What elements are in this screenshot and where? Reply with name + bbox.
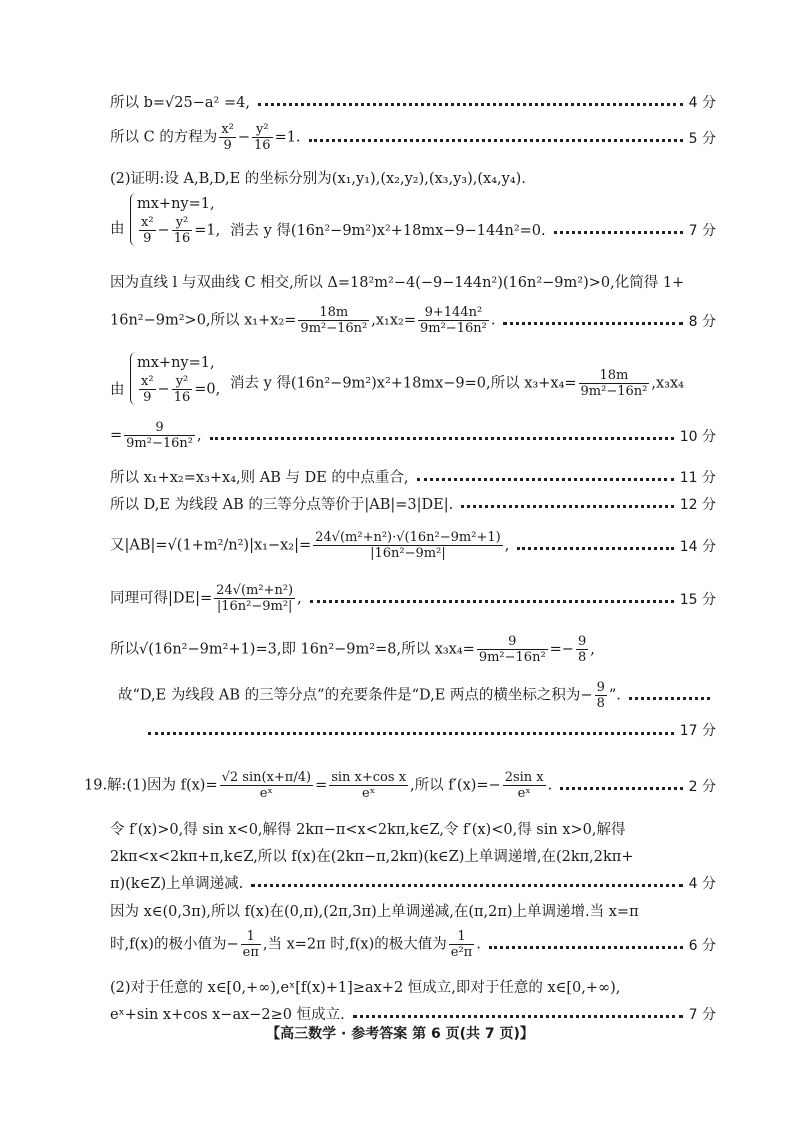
answer-line-17 (110, 818, 716, 839)
fraction-denominator: eˣ (259, 786, 273, 801)
dot-leader (517, 547, 673, 550)
answer-line-3 (110, 167, 716, 188)
fraction-numerator: x² (141, 374, 154, 389)
text-segment: − (237, 129, 251, 146)
text-segment: ,当 x=2π 时,f(x)的极大值为 (262, 936, 447, 953)
fraction (172, 215, 193, 246)
score-label: 5 分 (688, 130, 716, 147)
answer-line-22 (110, 976, 716, 997)
fraction (214, 583, 295, 614)
equation-system (130, 193, 220, 246)
score-label: 7 分 (688, 1006, 716, 1023)
answer-line-4 (230, 219, 716, 240)
fraction-numerator: x² (221, 122, 234, 137)
score-label: 14 分 (679, 538, 716, 555)
fraction (124, 420, 195, 451)
score-label: 15 分 (679, 591, 716, 608)
line-text: 所以 D,E 为线段 AB 的三等分点等价于|AB|=3|DE|. (110, 497, 454, 513)
fraction-denominator: |16n²−9m²| (370, 546, 446, 561)
line-text: 因为直线 l 与双曲线 C 相交,所以 Δ=18²m²−4(−9−144n²)(16n²−9m²)>0,化简得 1+ (110, 275, 685, 291)
dot-leader (629, 697, 710, 700)
line-text (110, 122, 301, 153)
line-text (118, 680, 621, 711)
answer-line-8 (110, 420, 716, 451)
text-segment: , (196, 427, 202, 444)
text-segment: 又|AB|= (110, 537, 168, 554)
text-segment: 由 (110, 221, 125, 237)
dot-leader (503, 322, 682, 325)
line-text: 令 f′(x)>0,得 sin x<0,解得 2kπ−π<x<2kπ,k∈Z,令 f′(x)<0,得 sin x>0,解得 (110, 822, 626, 838)
fraction-numerator: sin x+cos x (331, 770, 407, 785)
fraction-numerator: 18m (579, 368, 650, 384)
line-text: 消去 y 得(16n²−9m²)x²+18mx−9−144n²=0. (230, 223, 546, 239)
text-segment: ”. (608, 687, 621, 704)
text-segment: − (157, 381, 170, 398)
text-segment: = (110, 427, 123, 444)
fraction-denominator: 9 (143, 231, 152, 246)
fraction-denominator: 8 (577, 650, 587, 665)
dot-leader (417, 478, 674, 481)
system-row: mx+ny=1, (137, 355, 215, 371)
answer-line-15 (148, 720, 716, 740)
fraction-denominator: 9m²−16n² (126, 436, 193, 451)
score-label: 8 分 (688, 313, 716, 330)
fraction-denominator: eˣ (517, 786, 531, 801)
fraction (503, 770, 546, 801)
line-text (84, 770, 552, 801)
fraction (576, 634, 588, 665)
fraction-denominator: 8 (596, 696, 605, 711)
answer-line-2 (110, 122, 716, 153)
fraction-denominator: 9m²−16n² (300, 321, 368, 336)
text-segment: 消去 y 得(16n²−9m²)x²+18mx−9=0,所以 x₃+x₄= (230, 375, 577, 392)
line-text: 因为 x∈(0,3π),所以 f(x)在(0,π),(2π,3π)上单调递减,在(π,2π)上单调递增.当 x=π (110, 904, 639, 920)
text-segment: |x₁−x₂|= (249, 537, 312, 554)
fraction (329, 770, 408, 801)
line-text (110, 929, 481, 960)
dot-leader (251, 884, 682, 887)
score-label: 4 分 (688, 875, 716, 892)
fraction (313, 530, 503, 561)
answer-line-16 (84, 770, 716, 801)
text-segment: − (157, 222, 170, 239)
fraction (595, 680, 607, 711)
fraction (172, 374, 193, 405)
text-segment: ,所以 f′(x)=− (410, 777, 501, 794)
fraction-numerator: 18m (298, 305, 369, 321)
page-footer: 【高三数学 · 参考答案 第 6 页(共 7 页)】 (266, 1026, 534, 1042)
fraction-numerator: √2 sin(x+π/4) (221, 770, 312, 785)
fraction-numerator: 9 (596, 680, 605, 695)
fraction-numerator: y² (172, 215, 193, 231)
fraction-denominator: 16 (254, 138, 271, 153)
answer-line-19 (110, 872, 716, 893)
line-text (110, 420, 202, 451)
line-text (230, 368, 684, 399)
text-segment: 同理可得|DE|= (110, 590, 213, 607)
score-label: 10 分 (679, 428, 716, 445)
fraction-denominator: 16 (173, 231, 191, 246)
fraction-numerator: 2sin x (504, 770, 544, 785)
fraction-numerator: 9+144n² (418, 305, 489, 321)
fraction-denominator: 9m²−16n² (420, 321, 487, 336)
text-segment: , (590, 641, 595, 658)
dot-leader (210, 437, 674, 440)
line-text: eˣ+sin x+cos x−ax−2≥0 恒成立. (110, 1007, 345, 1023)
answer-line-1 (110, 91, 716, 112)
dot-leader (461, 505, 674, 508)
answer-line-5 (110, 271, 716, 292)
answer-line-23 (110, 1003, 716, 1024)
answer-line-9 (110, 466, 716, 487)
answer-line-14 (118, 680, 716, 711)
fraction-denominator: 9m²−16n² (580, 384, 648, 399)
dot-leader (258, 103, 683, 106)
fraction-numerator: x² (141, 215, 154, 230)
fraction (139, 374, 156, 405)
fraction-numerator: y² (172, 374, 193, 390)
fraction-denominator: e²π (450, 945, 473, 960)
dot-leader (560, 787, 682, 790)
fraction (298, 305, 369, 336)
fraction-numerator: 24√(m²+n²) (216, 583, 294, 598)
fraction-numerator: 9 (577, 634, 587, 649)
dot-leader (309, 139, 683, 142)
equation-system (130, 352, 220, 405)
fraction-numerator: 1 (241, 929, 261, 945)
fraction-numerator: 9 (477, 634, 548, 650)
system-row (137, 215, 220, 246)
fraction-numerator: y² (252, 122, 273, 138)
fraction-denominator: eπ (242, 945, 259, 960)
line-text: (2)对于任意的 x∈[0,+∞),eˣ[f(x)+1]≥ax+2 恒成立,即对于任意的 x∈[0,+∞), (110, 980, 621, 996)
line-text: (2)证明:设 A,B,D,E 的坐标分别为(x₁,y₁),(x₂,y₂),(x₃,y₃),(x₄,y₄). (110, 171, 526, 187)
line-text: 所以 x₁+x₂=x₃+x₄,则 AB 与 DE 的中点重合, (110, 470, 409, 486)
text-segment: 19.解:(1)因为 f(x)= (84, 777, 218, 794)
answer-line-20 (110, 900, 716, 921)
text-segment: 所以 C 的方程为 (110, 129, 218, 146)
answer-line-13 (110, 634, 716, 665)
fraction-denominator: 16 (173, 390, 191, 405)
text-segment: 时,f(x)的极小值为− (110, 936, 239, 953)
answer-line-7 (230, 368, 740, 399)
text-segment: . (547, 777, 553, 794)
dot-leader (554, 231, 683, 234)
line-text (110, 634, 595, 665)
fraction-numerator: 24√(m²+n²)·√(16n²−9m²+1) (315, 530, 501, 545)
answer-line-18 (110, 845, 716, 866)
fraction (579, 368, 650, 399)
system-row (137, 374, 220, 405)
fraction-denominator: |16n²−9m²| (216, 599, 293, 614)
answer-line-21 (110, 929, 716, 960)
fraction-numerator: 1 (449, 929, 474, 945)
answer-line-12 (110, 583, 716, 614)
system-row: mx+ny=1, (137, 196, 215, 212)
text-segment: =1, (194, 222, 221, 239)
score-label: 7 分 (688, 222, 716, 239)
text-segment: ,x₃x₄ (651, 375, 684, 392)
answer-line-11 (110, 530, 716, 561)
line-text: 所以 b=√25−a² =4, (110, 95, 250, 111)
text-segment: = (315, 777, 328, 794)
fraction-denominator: eˣ (362, 786, 376, 801)
score-label: 17 分 (679, 723, 716, 739)
fraction-denominator: 9 (143, 390, 152, 405)
fraction-denominator: 9 (223, 138, 232, 153)
text-segment: =− (549, 641, 574, 658)
text-segment: ,x₁x₂= (371, 312, 416, 329)
text-segment: =0, (194, 381, 221, 398)
score-label: 6 分 (688, 937, 716, 954)
fraction-numerator: 9 (124, 420, 195, 436)
dot-leader (310, 600, 674, 603)
fraction (139, 215, 156, 246)
line-text (110, 305, 495, 336)
line-text: 2kπ<x<2kπ+π,k∈Z,所以 f(x)在(2kπ−π,2kπ)(k∈Z)上单调递增,在(2kπ,2kπ+ (110, 849, 634, 865)
line-text (110, 530, 509, 561)
line-text (110, 583, 302, 614)
fraction (449, 929, 474, 960)
text-segment: , (504, 537, 510, 554)
text-segment: 由 (110, 382, 125, 398)
text-segment: , (297, 590, 302, 607)
score-label: 11 分 (679, 469, 716, 486)
text-segment: . (490, 312, 496, 329)
text-segment: . (476, 936, 481, 953)
answer-line-6 (110, 305, 716, 336)
text-segment: √(1+m²/n²) (167, 537, 250, 554)
line-text: π)(k∈Z)上单调递减. (110, 876, 244, 892)
text-segment: 故“D,E 为线段 AB 的三等分点”的充要条件是“D,E 两点的横坐标之积为− (118, 687, 593, 704)
fraction (219, 122, 236, 153)
fraction (252, 122, 273, 153)
fraction (220, 770, 313, 801)
fraction-denominator: 9m²−16n² (478, 650, 546, 665)
score-label: 4 分 (688, 94, 716, 111)
dot-leader (353, 1015, 683, 1018)
answer-line-10 (110, 493, 716, 514)
text-segment: 所以√(16n²−9m²+1)=3,即 16n²−9m²=8,所以 x₃x₄= (110, 641, 475, 658)
text-segment: 16n²−9m²>0,所以 x₁+x₂= (110, 312, 297, 329)
score-label: 2 分 (688, 778, 716, 795)
fraction (477, 634, 548, 665)
text-segment: =1. (274, 129, 301, 146)
fraction (418, 305, 489, 336)
dot-leader (489, 946, 683, 949)
fraction (241, 929, 261, 960)
dot-leader (148, 732, 674, 735)
score-label: 12 分 (679, 496, 716, 513)
